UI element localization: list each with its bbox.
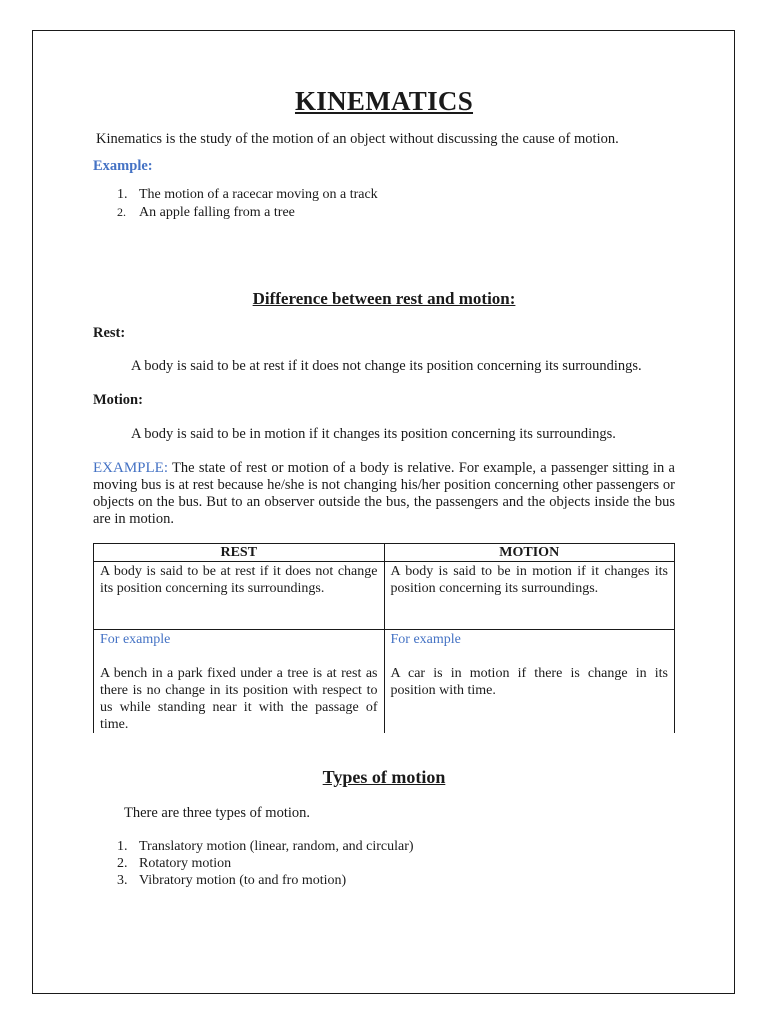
list-number: 2. [117, 205, 126, 219]
section-heading-difference: Difference between rest and motion: [252, 289, 516, 308]
example-list-item-2 [117, 204, 295, 221]
motion-label: Motion: [93, 392, 143, 408]
section-heading-types: Types of motion [322, 767, 446, 787]
types-list-item-1 [117, 838, 414, 855]
rest-example-text: A bench in a park fixed under a tree is at rest as there is no change in its position with respect to us while standing near it with the passage of time. [100, 666, 378, 732]
types-list-item-2 [117, 855, 231, 872]
rest-label: Rest: [93, 325, 126, 341]
list-text: An apple falling from a tree [139, 205, 295, 220]
rest-motion-table [93, 543, 675, 733]
rest-definition: A body is said to be at rest if it does not change its position concerning its surroundings. [131, 358, 642, 374]
table-row [94, 562, 675, 630]
table-cell-motion-definition: A body is said to be in motion if it changes its position concerning its surroundings. [384, 562, 675, 630]
list-text: Rotatory motion [139, 856, 232, 871]
example-label: Example: [93, 158, 153, 174]
for-example-label: For example [100, 632, 171, 647]
motion-example-text: A car is in motion if there is change in its position with time. [390, 666, 668, 698]
types-intro: There are three types of motion. [124, 805, 311, 821]
table-header-row [94, 544, 675, 562]
example-paragraph [93, 460, 675, 528]
intro-paragraph: Kinematics is the study of the motion of an object without discussing the cause of motion. [96, 131, 619, 147]
example-list-item-1 [117, 186, 378, 203]
example-caps-label: EXAMPLE: [93, 460, 168, 476]
motion-definition: A body is said to be in motion if it changes its position concerning its surroundings. [131, 426, 616, 442]
table-cell-rest-definition: A body is said to be at rest if it does not change its position concerning its surroundings. [94, 562, 385, 630]
list-text: Translatory motion (linear, random, and circular) [139, 839, 414, 854]
list-number: 1. [117, 187, 128, 202]
table-cell-rest-example [94, 630, 385, 734]
list-text: Vibratory motion (to and fro motion) [139, 873, 347, 888]
table-row [94, 630, 675, 734]
table-cell-motion-example [384, 630, 675, 734]
types-list-item-3 [117, 872, 346, 889]
page-title: KINEMATICS [294, 86, 474, 116]
list-text: The motion of a racecar moving on a track [139, 187, 378, 202]
table-header-motion: MOTION [384, 544, 675, 562]
for-example-label: For example [390, 632, 461, 647]
list-number: 3. [117, 873, 128, 888]
list-number: 2. [117, 856, 128, 871]
list-number: 1. [117, 839, 128, 854]
table-header-rest: REST [94, 544, 385, 562]
example-text: The state of rest or motion of a body is relative. For example, a passenger sitting in a moving bus is at rest because he/she is not changing his/her position concerning other passengers or objects on the bus. But to an observer outside the bus, the passengers and the objects inside the bus are in motion. [93, 460, 675, 527]
